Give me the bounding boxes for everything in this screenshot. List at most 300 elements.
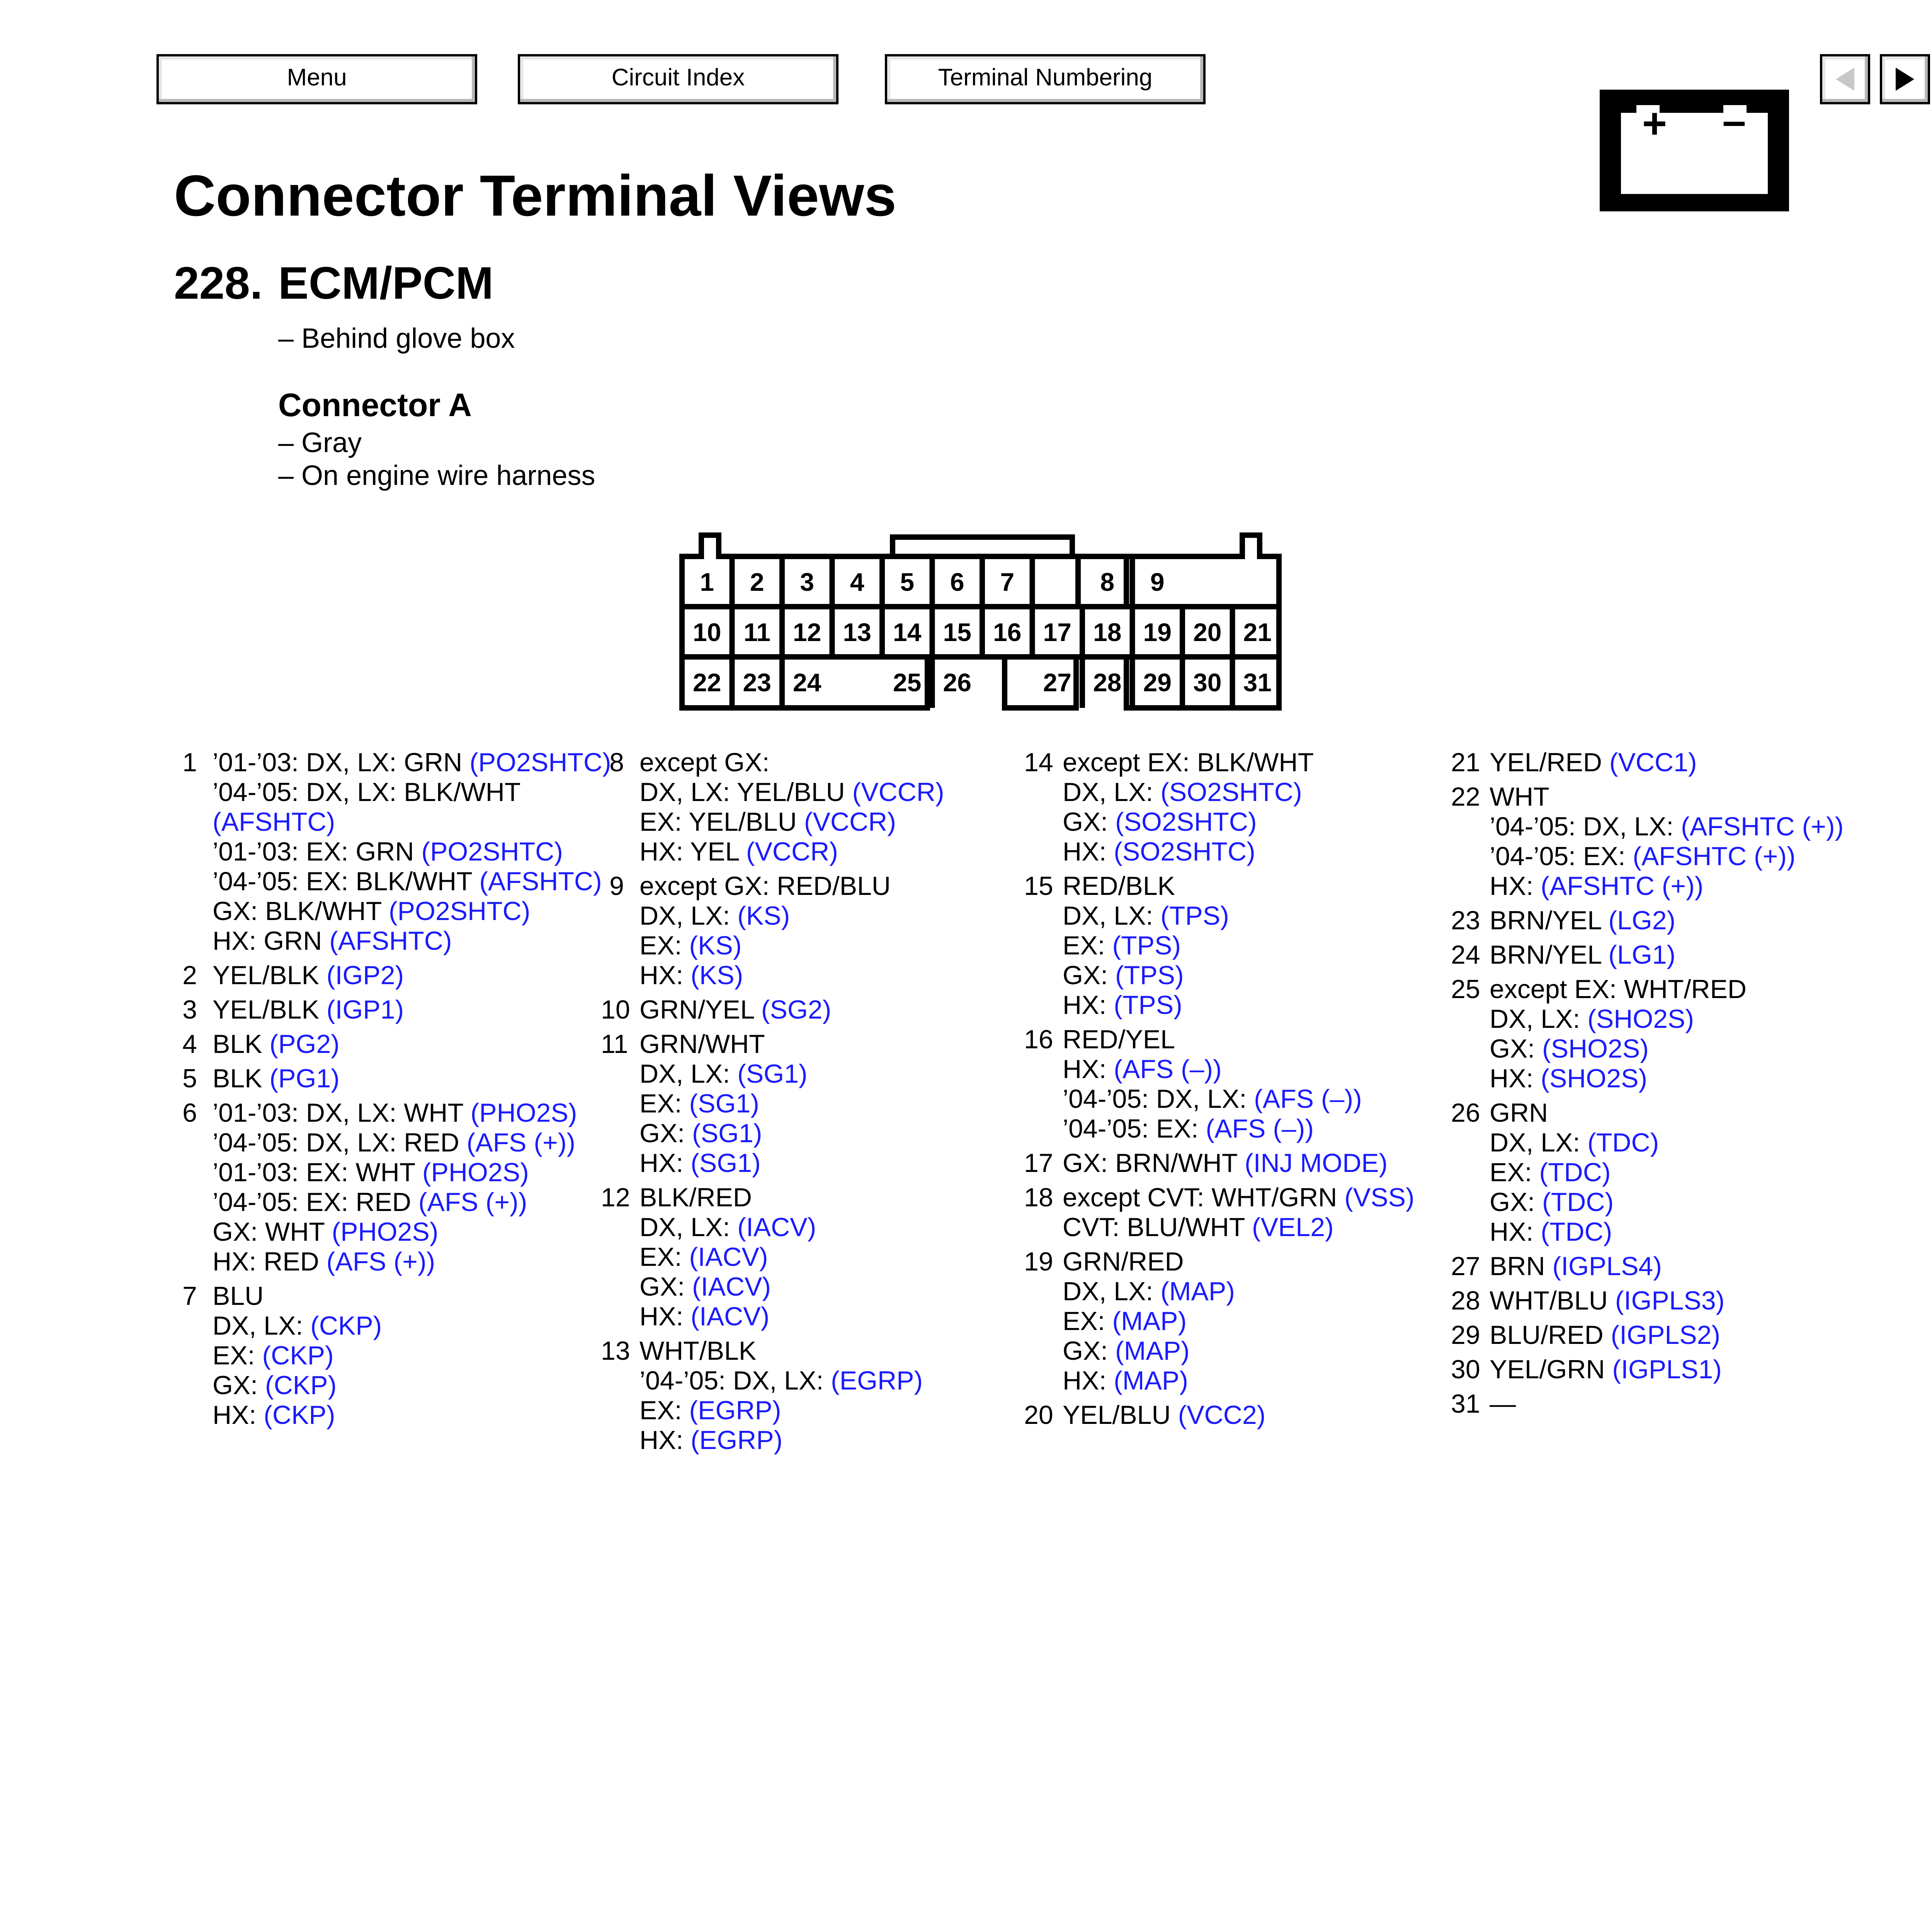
- terminal-number-13: 13: [843, 618, 871, 646]
- signal-name: (CKP): [264, 1400, 335, 1430]
- signal-name: (IGPLS1): [1612, 1355, 1722, 1384]
- signal-name: (SHO2S): [1541, 1064, 1648, 1093]
- signal-name: (VSS): [1344, 1183, 1415, 1212]
- wire-description: EX:: [213, 1341, 262, 1370]
- signal-name: (AFS (+)): [418, 1187, 527, 1217]
- terminal-description-line: [639, 1302, 944, 1332]
- terminal-description-line: [1490, 1064, 1844, 1094]
- terminal-entry: [601, 1183, 944, 1332]
- signal-name: (KS): [737, 901, 790, 930]
- terminal-number: 1: [182, 748, 197, 777]
- terminal-description-line: [639, 837, 944, 867]
- previous-arrow-icon: [1836, 68, 1854, 91]
- wire-description: HX:: [639, 1425, 691, 1455]
- terminal-number: 18: [1024, 1183, 1053, 1212]
- wire-description: GX:: [1490, 1034, 1543, 1063]
- terminal-number-21: 21: [1243, 618, 1272, 646]
- terminal-description-line: [639, 901, 944, 931]
- terminal-entry: [601, 871, 944, 990]
- wire-description: DX, LX:: [1490, 1004, 1588, 1034]
- signal-name: (IACV): [690, 1302, 770, 1331]
- terminal-column-1: [174, 748, 611, 1435]
- signal-name: (VCCR): [804, 807, 896, 837]
- wire-description: BRN/YEL: [1490, 940, 1609, 969]
- terminal-description-line: [213, 896, 611, 926]
- terminal-description-line: [213, 1158, 611, 1187]
- terminal-description-line: [639, 1425, 944, 1455]
- battery-plus-sign: +: [1642, 100, 1667, 147]
- signal-name: (PG1): [269, 1064, 340, 1093]
- signal-name: (IGP2): [326, 961, 404, 990]
- terminal-entry: [1451, 1286, 1844, 1316]
- signal-name: (AFS (–)): [1114, 1054, 1222, 1084]
- terminal-description-line: [213, 1187, 611, 1217]
- terminal-description-line: [639, 1148, 944, 1178]
- terminal-entry: [1451, 748, 1844, 777]
- previous-page-button[interactable]: [1820, 54, 1870, 104]
- terminal-number-29: 29: [1143, 668, 1172, 697]
- terminal-description-line: [213, 1247, 611, 1277]
- wire-description: HX:: [1063, 1054, 1114, 1084]
- wire-description: ’04-’05: EX:: [1063, 1114, 1206, 1143]
- signal-name: (CKP): [310, 1311, 382, 1340]
- signal-name: (AFS (–)): [1206, 1114, 1314, 1143]
- signal-name: (PHO2S): [470, 1098, 577, 1128]
- signal-name: (TDC): [1542, 1187, 1614, 1217]
- wire-description: except GX:: [639, 748, 770, 777]
- terminal-description-line: [213, 961, 611, 990]
- terminal-number: 14: [1024, 748, 1053, 777]
- terminal-number-27: 27: [1043, 668, 1071, 697]
- terminal-entry: [1024, 871, 1415, 1020]
- wire-description: WHT/BLU: [1490, 1286, 1615, 1315]
- terminal-column-4: [1451, 748, 1844, 1423]
- terminal-number-31: 31: [1243, 668, 1272, 697]
- terminal-number-3: 3: [800, 568, 815, 596]
- signal-name: (VCCR): [852, 777, 944, 807]
- wire-description: GX:: [639, 1119, 692, 1148]
- signal-name: (EGRP): [689, 1396, 781, 1425]
- signal-name: (AFSHTC (+)): [1681, 812, 1844, 841]
- battery-icon: [1600, 90, 1789, 211]
- wire-description: GRN/YEL: [639, 995, 761, 1024]
- terminal-description-line: [213, 748, 611, 777]
- terminal-number: 26: [1451, 1098, 1480, 1128]
- wire-description: EX:: [1063, 931, 1112, 960]
- terminal-number: 30: [1451, 1355, 1480, 1384]
- terminal-description-line: [1063, 1400, 1415, 1430]
- terminal-description-line: [639, 1336, 944, 1366]
- terminal-description-line: [1063, 1213, 1415, 1242]
- terminal-description-line: [213, 1217, 611, 1247]
- terminal-description-line: [1063, 901, 1415, 931]
- terminal-description-line: [639, 777, 944, 807]
- terminal-description-line: [1063, 1183, 1415, 1213]
- terminal-number: 28: [1451, 1286, 1480, 1315]
- terminal-number: 10: [601, 995, 630, 1024]
- terminal-column-3: [1024, 748, 1415, 1435]
- terminal-description-line: [213, 1311, 611, 1341]
- terminal-number: 25: [1451, 975, 1480, 1004]
- terminal-description-line: [1490, 812, 1844, 842]
- wire-description: YEL/GRN: [1490, 1355, 1612, 1384]
- terminal-number-16: 16: [993, 618, 1022, 646]
- terminal-description-line: [1063, 1247, 1415, 1277]
- signal-name: (MAP): [1115, 1336, 1190, 1366]
- terminal-description-line: [213, 1400, 611, 1430]
- signal-name: (AFS (+)): [326, 1247, 435, 1276]
- wire-description: except EX: BLK/WHT: [1063, 748, 1314, 777]
- signal-name: (MAP): [1160, 1277, 1235, 1306]
- terminal-number-26: 26: [943, 668, 971, 697]
- terminal-description-line: [1490, 906, 1844, 935]
- wire-description: HX: RED: [213, 1247, 327, 1276]
- signal-name: (PO2SHTC): [421, 837, 563, 866]
- terminal-number: 6: [182, 1098, 197, 1128]
- terminal-entry: [1024, 1400, 1415, 1430]
- signal-name: (EGRP): [690, 1425, 783, 1455]
- terminal-description-line: [1063, 807, 1415, 837]
- terminal-entry: [601, 1336, 944, 1455]
- terminal-description-line: [639, 1272, 944, 1302]
- terminal-number-8: 8: [1100, 568, 1115, 596]
- terminal-number-14: 14: [893, 618, 922, 646]
- terminal-entry: [1024, 1183, 1415, 1242]
- terminal-description-line: [1063, 1366, 1415, 1396]
- terminal-description-line: [639, 961, 944, 990]
- signal-name: (IGP1): [326, 995, 404, 1024]
- terminal-description-line: [1063, 748, 1415, 777]
- wire-description: EX:: [639, 1089, 689, 1118]
- terminal-entry: [601, 748, 944, 867]
- terminal-number-15: 15: [943, 618, 971, 646]
- terminal-number-30: 30: [1193, 668, 1222, 697]
- terminal-number: 9: [609, 871, 624, 901]
- wire-description: HX:: [1490, 871, 1541, 901]
- signal-name: (IGPLS4): [1552, 1252, 1662, 1281]
- signal-name: (VCC1): [1609, 748, 1697, 777]
- menu-button[interactable]: Menu: [156, 54, 477, 104]
- terminal-number: 27: [1451, 1252, 1480, 1281]
- terminal-description-line: [1490, 1320, 1844, 1350]
- signal-name: (PG2): [269, 1029, 340, 1059]
- wire-description: YEL/BLK: [213, 961, 327, 990]
- signal-name: (LG1): [1608, 940, 1676, 969]
- terminal-description-line: [1063, 1277, 1415, 1306]
- terminal-entry: [1451, 940, 1844, 970]
- terminal-number: 29: [1451, 1320, 1480, 1350]
- terminal-number-22: 22: [693, 668, 721, 697]
- terminal-number-20: 20: [1193, 618, 1222, 646]
- terminal-number-7: 7: [1000, 568, 1015, 596]
- terminal-description-line: [1063, 1114, 1415, 1144]
- terminal-description-line: [213, 926, 611, 956]
- wire-description: GRN/RED: [1063, 1247, 1184, 1276]
- wire-description: EX: YEL/BLU: [639, 807, 804, 837]
- terminal-description-line: [1490, 1389, 1844, 1419]
- wire-description: HX:: [1490, 1064, 1541, 1093]
- terminal-description-line: [1490, 1286, 1844, 1316]
- signal-name: (TPS): [1114, 990, 1182, 1020]
- terminal-number: 15: [1024, 871, 1053, 901]
- signal-name: (IACV): [692, 1272, 771, 1301]
- wire-description: DX, LX:: [1063, 901, 1161, 930]
- terminal-description-line: [1063, 1148, 1415, 1178]
- signal-name: (TPS): [1115, 961, 1184, 990]
- terminal-entry: [174, 748, 611, 956]
- signal-name: (MAP): [1114, 1366, 1188, 1395]
- wire-description: HX:: [1063, 990, 1114, 1020]
- terminal-description-line: [1063, 777, 1415, 807]
- signal-name: (LG2): [1608, 906, 1676, 935]
- terminal-entry: [174, 1029, 611, 1059]
- wire-description: HX:: [1063, 1366, 1114, 1395]
- terminal-number-25: 25: [893, 668, 922, 697]
- terminal-number-19: 19: [1143, 618, 1172, 646]
- wire-description: DX, LX:: [1490, 1128, 1588, 1157]
- signal-name: (TDC): [1541, 1217, 1612, 1247]
- terminal-description-line: [1063, 871, 1415, 901]
- terminal-description-line: [639, 931, 944, 961]
- wire-description: DX, LX:: [1063, 777, 1161, 807]
- signal-name: (SO2SHTC): [1115, 807, 1257, 837]
- terminal-number: 8: [609, 748, 624, 777]
- terminal-number: 5: [182, 1064, 197, 1093]
- wire-description: GX:: [639, 1272, 692, 1301]
- terminal-number: 11: [601, 1029, 628, 1059]
- terminal-entry: [601, 1029, 944, 1178]
- terminal-number-2: 2: [750, 568, 764, 596]
- signal-name: (AFS (+)): [466, 1128, 576, 1157]
- terminal-number: 3: [182, 995, 197, 1024]
- wire-description: ’04-’05: DX, LX: RED: [213, 1128, 467, 1157]
- wire-description: GX:: [1490, 1187, 1543, 1217]
- terminal-entry: [1451, 1098, 1844, 1247]
- terminal-number: 23: [1451, 906, 1480, 935]
- location-note: – Behind glove box: [278, 323, 515, 354]
- terminal-description-line: [639, 748, 944, 777]
- wire-description: EX:: [1063, 1306, 1112, 1336]
- wire-description: EX:: [639, 1396, 689, 1425]
- wire-description: GRN/WHT: [639, 1029, 765, 1059]
- terminal-description-line: [1490, 1128, 1844, 1158]
- wire-description: DX, LX: YEL/BLU: [639, 777, 852, 807]
- terminal-number: 24: [1451, 940, 1480, 969]
- wire-description: except GX: RED/BLU: [639, 871, 891, 901]
- terminal-description-line: [639, 1396, 944, 1425]
- signal-name: (IACV): [737, 1213, 816, 1242]
- terminal-description-line: [639, 1059, 944, 1089]
- wire-description: ’04-’05: EX: BLK/WHT: [213, 867, 480, 896]
- wire-description: ’04-’05: DX, LX:: [1490, 812, 1681, 841]
- signal-name: (INJ MODE): [1245, 1148, 1388, 1178]
- terminal-entry: [1451, 975, 1844, 1094]
- terminal-description-line: [1063, 1336, 1415, 1366]
- terminal-number: 21: [1451, 748, 1480, 777]
- wire-description: HX:: [1063, 837, 1114, 866]
- terminal-description-line: [1063, 1084, 1415, 1114]
- terminal-description-line: [1490, 1098, 1844, 1128]
- terminal-description-line: [1490, 1004, 1844, 1034]
- signal-name: (PHO2S): [332, 1217, 439, 1247]
- wire-description: GX:: [1063, 807, 1116, 837]
- terminal-description-line: [1063, 931, 1415, 961]
- terminal-description-line: [1490, 1252, 1844, 1281]
- terminal-description-line: [213, 995, 611, 1025]
- terminal-description-line: [1490, 975, 1844, 1004]
- terminal-description-line: [1490, 748, 1844, 777]
- next-page-button[interactable]: [1880, 54, 1930, 104]
- wire-description: HX: YEL: [639, 837, 746, 866]
- wire-description: ’01-’03: EX: GRN: [213, 837, 422, 866]
- terminal-number-12: 12: [793, 618, 821, 646]
- terminal-description-line: [1490, 940, 1844, 970]
- terminal-description-line: [1490, 1217, 1844, 1247]
- wire-description: HX:: [639, 1148, 691, 1178]
- signal-name: (AFS (–)): [1254, 1084, 1362, 1114]
- battery-minus-sign: –: [1722, 97, 1746, 145]
- terminal-number-9: 9: [1150, 568, 1165, 596]
- terminal-entry: [1451, 906, 1844, 935]
- terminal-description-line: [1490, 871, 1844, 901]
- terminal-description-line: [639, 807, 944, 837]
- wire-description: YEL/BLK: [213, 995, 327, 1024]
- signal-name: (AFSHTC): [213, 807, 335, 837]
- terminal-number-23: 23: [743, 668, 771, 697]
- signal-name: (AFSHTC): [479, 867, 602, 896]
- terminal-entry: [1451, 1252, 1844, 1281]
- signal-name: (CKP): [262, 1341, 334, 1370]
- signal-name: (IGPLS2): [1611, 1320, 1721, 1350]
- signal-name: (EGRP): [831, 1366, 923, 1395]
- wire-description: HX:: [213, 1400, 264, 1430]
- terminal-number-5: 5: [900, 568, 915, 596]
- wire-description: DX, LX:: [1063, 1277, 1161, 1306]
- terminal-number: 13: [601, 1336, 630, 1366]
- terminal-description-line: [1063, 961, 1415, 990]
- signal-name: (VCCR): [746, 837, 838, 866]
- signal-name: (AFSHTC): [329, 926, 452, 956]
- terminal-description-line: [213, 1064, 611, 1094]
- terminal-description-line: [1063, 837, 1415, 867]
- wire-description: except CVT: WHT/GRN: [1063, 1183, 1345, 1212]
- wire-description: BLK/RED: [639, 1183, 752, 1212]
- terminal-number: 20: [1024, 1400, 1053, 1430]
- signal-name: (KS): [690, 961, 743, 990]
- signal-name: (TPS): [1160, 901, 1229, 930]
- terminal-entry: [1451, 1389, 1844, 1419]
- terminal-description-line: [1490, 1158, 1844, 1187]
- terminal-description-line: [639, 1089, 944, 1119]
- terminal-description-line: [1063, 1054, 1415, 1084]
- terminal-numbering-button[interactable]: Terminal Numbering: [885, 54, 1206, 104]
- wire-description: GX: BLK/WHT: [213, 896, 389, 926]
- wire-description: except EX: WHT/RED: [1490, 975, 1747, 1004]
- wire-description: BLK: [213, 1064, 270, 1093]
- terminal-number: 12: [601, 1183, 630, 1212]
- terminal-entry: [1024, 748, 1415, 867]
- terminal-description-line: [213, 1371, 611, 1400]
- wire-description: DX, LX:: [639, 1059, 738, 1088]
- terminal-number: 22: [1451, 782, 1480, 811]
- section-title: ECM/PCM: [278, 258, 494, 309]
- terminal-entry: [174, 995, 611, 1025]
- terminal-number-24: 24: [793, 668, 821, 697]
- wire-description: GX:: [1063, 961, 1116, 990]
- terminal-column-2: [601, 748, 944, 1460]
- terminal-number-6: 6: [950, 568, 964, 596]
- terminal-entry: [1024, 1148, 1415, 1178]
- terminal-number-28: 28: [1093, 668, 1122, 697]
- terminal-entry: [1451, 1355, 1844, 1384]
- wire-description: HX:: [1490, 1217, 1541, 1247]
- terminal-description-line: [639, 1029, 944, 1059]
- wire-description: DX, LX:: [639, 901, 738, 930]
- terminal-entry: [1451, 782, 1844, 901]
- circuit-index-button[interactable]: Circuit Index: [518, 54, 838, 104]
- wire-description: EX:: [639, 1242, 689, 1272]
- terminal-description-line: [639, 1183, 944, 1213]
- terminal-description-line: [1063, 1025, 1415, 1054]
- signal-name: (AFSHTC (+)): [1633, 842, 1796, 871]
- wire-description: WHT/BLK: [639, 1336, 757, 1366]
- terminal-description-line: [213, 1098, 611, 1128]
- signal-name: (SHO2S): [1587, 1004, 1694, 1034]
- wire-description: —: [1490, 1389, 1516, 1418]
- signal-name: (IACV): [689, 1242, 768, 1272]
- wire-description: ’04-’05: DX, LX: BLK/WHT: [213, 777, 521, 807]
- terminal-description-line: [639, 995, 944, 1025]
- signal-name: (KS): [689, 931, 742, 960]
- wire-description: EX:: [1490, 1158, 1539, 1187]
- connector-diagram: [672, 529, 1291, 723]
- terminal-number: 17: [1024, 1148, 1053, 1178]
- signal-name: (PHO2S): [422, 1158, 529, 1187]
- wire-description: ’01-’03: EX: WHT: [213, 1158, 422, 1187]
- wire-description: DX, LX:: [213, 1311, 311, 1340]
- terminal-number: 7: [182, 1281, 197, 1311]
- signal-name: (VEL2): [1252, 1213, 1334, 1242]
- wire-description: ’04-’05: EX:: [1490, 842, 1633, 871]
- wire-description: BRN/YEL: [1490, 906, 1609, 935]
- terminal-number: 19: [1024, 1247, 1053, 1276]
- signal-name: (CKP): [265, 1371, 337, 1400]
- terminal-entry: [174, 1064, 611, 1094]
- wire-description: BLK: [213, 1029, 270, 1059]
- wire-description: EX:: [639, 931, 689, 960]
- signal-name: (SO2SHTC): [1114, 837, 1255, 866]
- page-title: Connector Terminal Views: [174, 163, 896, 228]
- terminal-description-line: [213, 1281, 611, 1311]
- section-number: 228.: [174, 258, 263, 309]
- terminal-description-line: [639, 1213, 944, 1242]
- terminal-entry: [1024, 1025, 1415, 1144]
- signal-name: (TPS): [1112, 931, 1181, 960]
- connector-harness: – On engine wire harness: [278, 460, 595, 491]
- terminal-number-18: 18: [1093, 618, 1122, 646]
- terminal-description-line: [1490, 1187, 1844, 1217]
- terminal-number-11: 11: [743, 618, 771, 646]
- terminal-number-1: 1: [700, 568, 714, 596]
- signal-name: (SG1): [689, 1089, 759, 1118]
- terminal-number-4: 4: [850, 568, 864, 596]
- signal-name: (SHO2S): [1542, 1034, 1649, 1063]
- terminal-entry: [601, 995, 944, 1025]
- terminal-description-line: [1490, 842, 1844, 871]
- wire-description: CVT: BLU/WHT: [1063, 1213, 1252, 1242]
- terminal-description-line: [1063, 990, 1415, 1020]
- terminal-description-line: [1490, 1034, 1844, 1064]
